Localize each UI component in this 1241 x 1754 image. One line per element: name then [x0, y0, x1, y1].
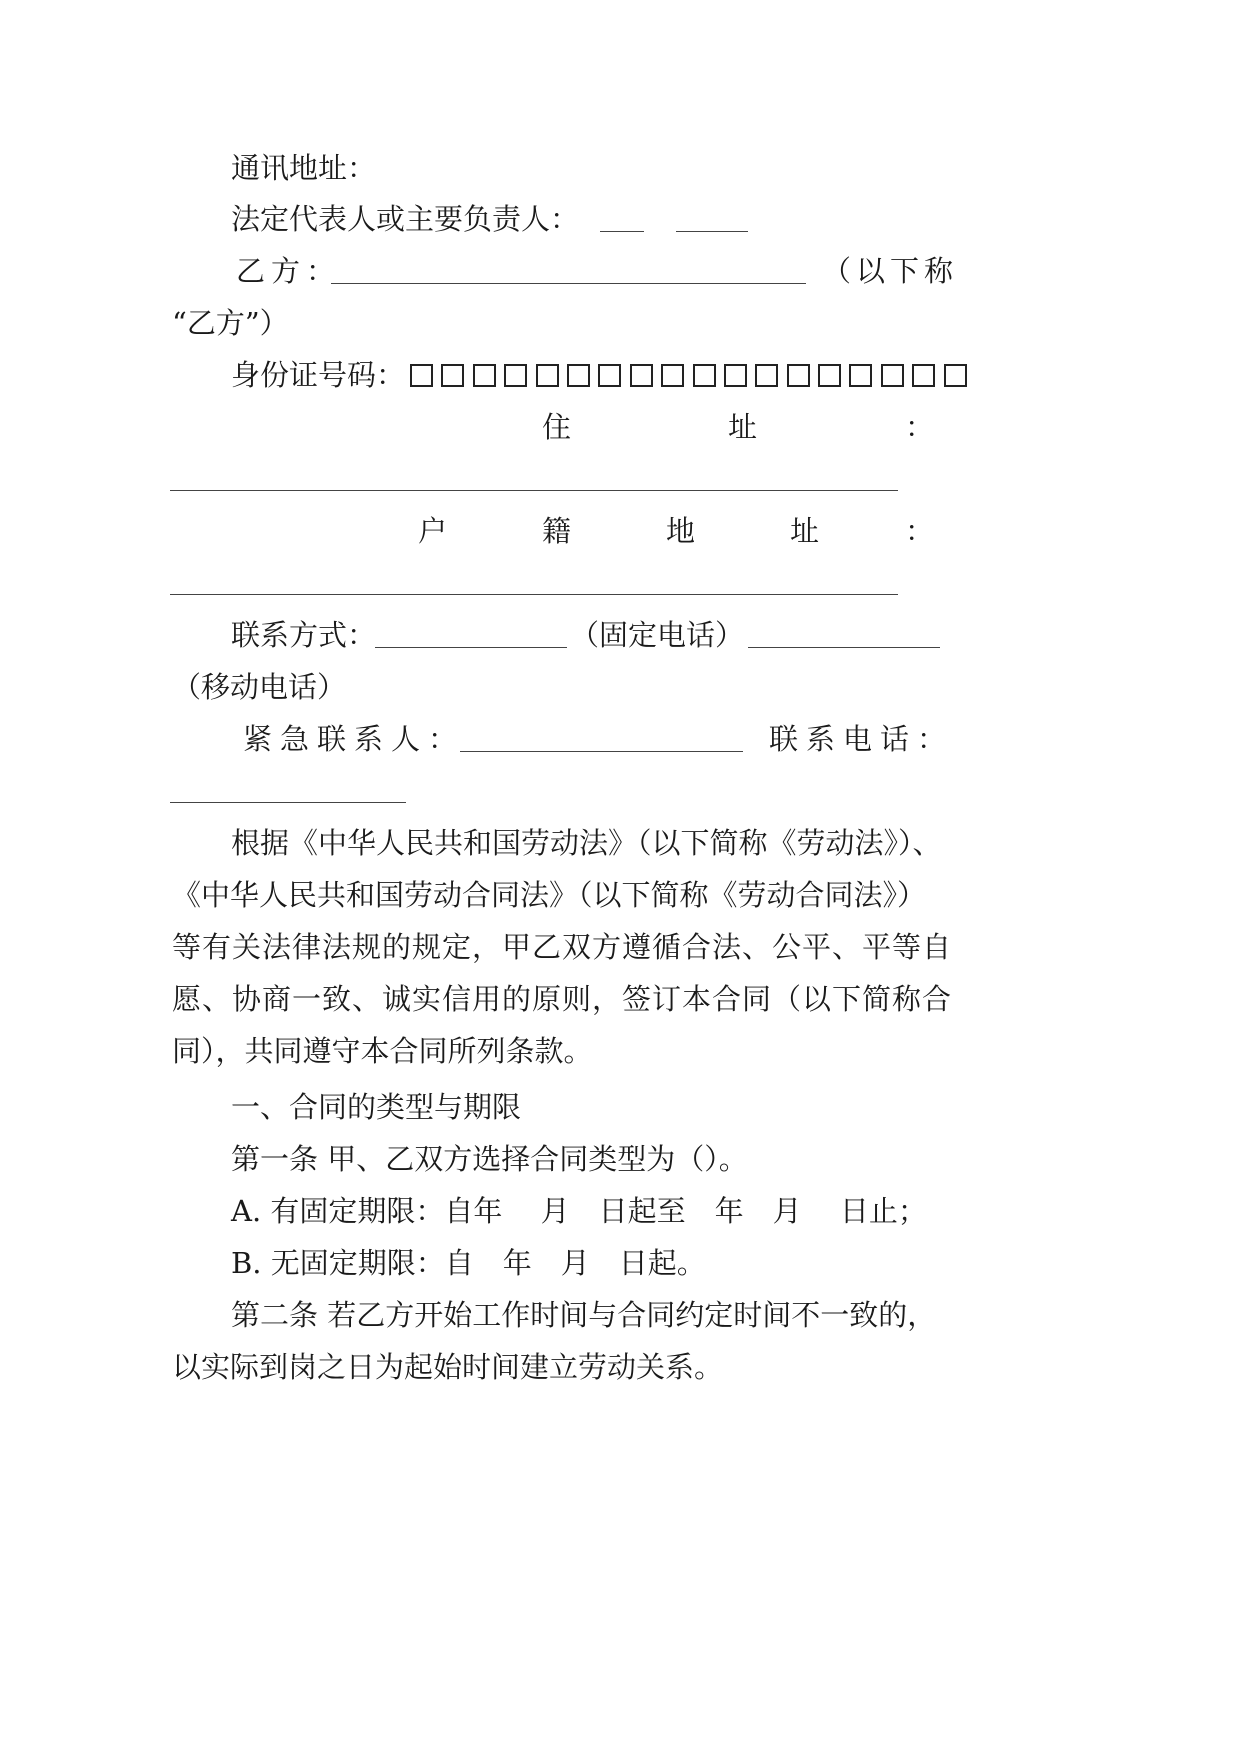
- id-digit-box[interactable]: [818, 364, 841, 387]
- household-char-4: 址: [790, 514, 820, 548]
- residence-blank[interactable]: [170, 490, 898, 491]
- id-digit-box[interactable]: [881, 364, 904, 387]
- basis-text-3: 等有关法律法规的规定，甲乙双方遵循合法、公平、平等自: [172, 930, 953, 964]
- id-digit-box[interactable]: [504, 364, 527, 387]
- id-digit-box[interactable]: [473, 364, 496, 387]
- basis-text-2: 《中华人民共和国劳动合同法》（以下简称《劳动合同法》）: [172, 878, 927, 912]
- id-digit-box[interactable]: [441, 364, 464, 387]
- household-blank[interactable]: [170, 594, 898, 595]
- id-digit-box[interactable]: [724, 364, 747, 387]
- household-colon: ：: [905, 514, 935, 548]
- legal-rep-label: 法定代表人或主要负责人：: [231, 202, 580, 236]
- id-digit-box[interactable]: [755, 364, 778, 387]
- basis-text-5: 同），共同遵守本合同所列条款。: [172, 1034, 593, 1068]
- id-digit-box[interactable]: [849, 364, 872, 387]
- article-2-text-1: 第二条 若乙方开始工作时间与合同约定时间不一致的，: [231, 1298, 937, 1332]
- basis-text-1: 根据《中华人民共和国劳动法》（以下简称《劳动法》）、: [231, 826, 942, 860]
- id-label: 身份证号码：: [231, 358, 406, 392]
- article-2-text-2: 以实际到岗之日为起始时间建立劳动关系。: [172, 1350, 724, 1384]
- household-char-2: 籍: [542, 514, 572, 548]
- party-b-suffix: （以下称: [822, 254, 959, 288]
- article-1-text: 第一条 甲、乙双方选择合同类型为（）。: [231, 1142, 748, 1176]
- section-1-title: 一、合同的类型与期限: [231, 1090, 522, 1124]
- party-b-quote: “乙方”）: [172, 306, 289, 340]
- id-number-boxes[interactable]: [410, 355, 975, 395]
- emergency-contact-blank[interactable]: [460, 751, 743, 752]
- residence-char-1: 住: [542, 410, 572, 444]
- residence-char-2: 址: [728, 410, 758, 444]
- id-digit-box[interactable]: [661, 364, 684, 387]
- fixed-phone-label: （固定电话）: [570, 618, 745, 652]
- option-a-text: A. 有固定期限：自年 月 日起至 年 月 日止；: [231, 1194, 927, 1228]
- contact-label: 联系方式：: [231, 618, 377, 652]
- party-b-blank[interactable]: [331, 283, 806, 284]
- legal-rep-blank-1[interactable]: [600, 231, 644, 232]
- id-digit-box[interactable]: [944, 364, 967, 387]
- id-digit-box[interactable]: [598, 364, 621, 387]
- id-digit-box[interactable]: [787, 364, 810, 387]
- household-char-1: 户: [418, 514, 448, 548]
- emergency-phone-label: 联系电话：: [769, 722, 955, 756]
- residence-colon: ：: [905, 410, 935, 444]
- address-label: 通讯地址：: [231, 151, 377, 185]
- id-digit-box[interactable]: [630, 364, 653, 387]
- basis-text-4: 愿、协商一致、诚实信用的原则，签订本合同（以下简称合: [172, 982, 953, 1016]
- fixed-phone-blank[interactable]: [375, 647, 567, 648]
- legal-rep-blank-2[interactable]: [676, 231, 748, 232]
- mobile-phone-blank[interactable]: [748, 647, 940, 648]
- id-digit-box[interactable]: [693, 364, 716, 387]
- id-digit-box[interactable]: [912, 364, 935, 387]
- id-digit-box[interactable]: [567, 364, 590, 387]
- household-char-3: 地: [666, 514, 696, 548]
- emergency-label: 紧急联系人：: [243, 722, 466, 756]
- id-digit-box[interactable]: [536, 364, 559, 387]
- mobile-phone-label: （移动电话）: [172, 670, 347, 704]
- party-b-label: 乙方：: [236, 254, 342, 288]
- id-digit-box[interactable]: [410, 364, 433, 387]
- emergency-phone-blank[interactable]: [170, 802, 406, 803]
- option-b-text: B. 无固定期限：自 年 月 日起。: [231, 1246, 706, 1280]
